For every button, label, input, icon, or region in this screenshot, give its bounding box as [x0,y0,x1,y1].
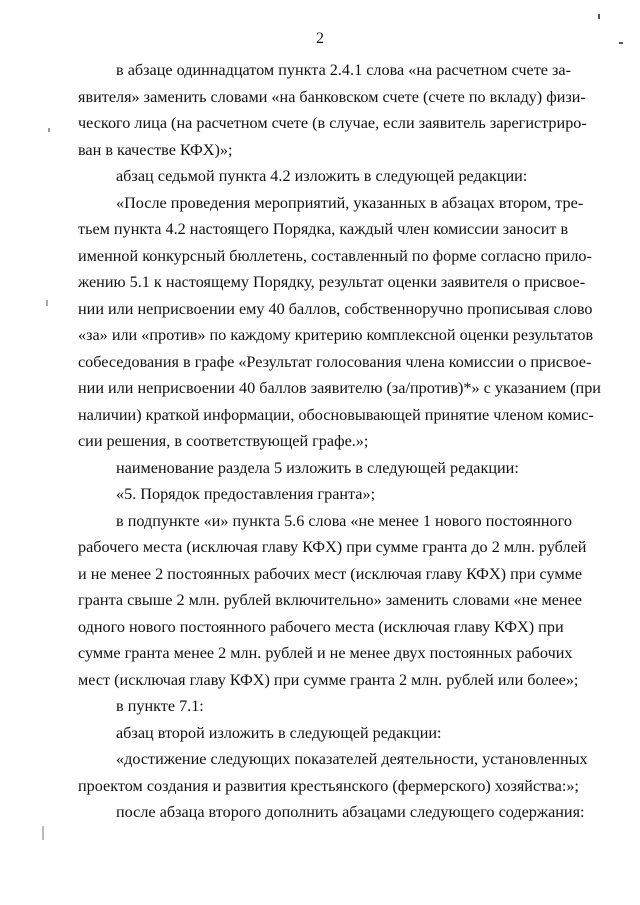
text-line: жению 5.1 к настоящему Порядку, результат оценки заявителя о присвое- [78,273,586,291]
scan-artifact [46,300,48,306]
text-line: нии или неприсвоении 40 баллов заявителю (за/против)*» с указанием (при [78,379,601,397]
text-line: в подпункте «и» пункта 5.6 слова «не менее 1 нового постоянного [116,511,572,530]
text-line: ван в качестве КФХ)»; [78,140,233,159]
scan-artifact [619,42,623,44]
text-line: проектом создания и развития крестьянского (фермерского) хозяйства:»; [78,776,579,795]
text-line: наименование раздела 5 изложить в следующей редакции: [116,458,519,477]
text-line: «5. Порядок предоставления гранта»; [116,485,376,503]
page-number: 2 [316,30,324,47]
text-line: «за» или «против» по каждому критерию комплексной оценки результатов [78,326,594,344]
text-line: собеседования в графе «Результат голосования члена комиссии о присвое- [78,352,592,371]
text-line: в абзаце одиннадцатом пункта 2.4.1 слова «на расчетном счете за- [116,61,571,79]
text-line: ческого лица (на расчетном счете (в случае, если заявитель зарегистриро- [78,114,587,132]
text-line: «После проведения мероприятий, указанных в абзацах втором, тре- [116,193,584,212]
text-line: сумме гранта менее 2 млн. рублей и не менее двух постоянных рабочих [78,644,573,662]
text-line: и не менее 2 постоянных рабочих мест (исключая главу КФХ) при сумме [78,564,583,583]
text-line: абзац второй изложить в следующей редакции: [116,723,442,742]
text-line: «достижение следующих показателей деятельности, установленных [116,750,588,768]
text-line: рабочего места (исключая главу КФХ) при сумме гранта до 2 млн. рублей [78,538,587,556]
text-line: тьем пункта 4.2 настоящего Порядка, каждый член комиссии заносит в [78,220,569,238]
scan-artifact [42,826,44,840]
text-line: мест (исключая главу КФХ) при сумме гранта 2 млн. рублей или более»; [78,670,579,689]
text-line: наличии) краткой информации, обосновывающей принятие членом комис- [78,405,594,424]
text-line: сии решения, в соответствующей графе.»; [78,432,369,450]
scan-artifact [48,128,50,132]
text-line: в пункте 7.1: [116,697,204,715]
text-line: после абзаца второго дополнить абзацами следующего содержания: [116,803,585,821]
scan-artifact [598,14,600,19]
text-line: гранта свыше 2 млн. рублей включительно» заменить словами «не менее [78,591,582,609]
text-line: нии или неприсвоении ему 40 баллов, собственноручно прописывая слово [78,299,593,318]
text-line: именной конкурсный бюллетень, составленный по форме согласно прило- [78,246,592,265]
text-line: абзац седьмой пункта 4.2 изложить в следующей редакции: [116,167,528,185]
text-line: явителя» заменить словами «на банковском счете (счете по вкладу) физи- [78,87,586,106]
text-line: одного нового постоянного рабочего места (исключая главу КФХ) при [78,617,564,636]
